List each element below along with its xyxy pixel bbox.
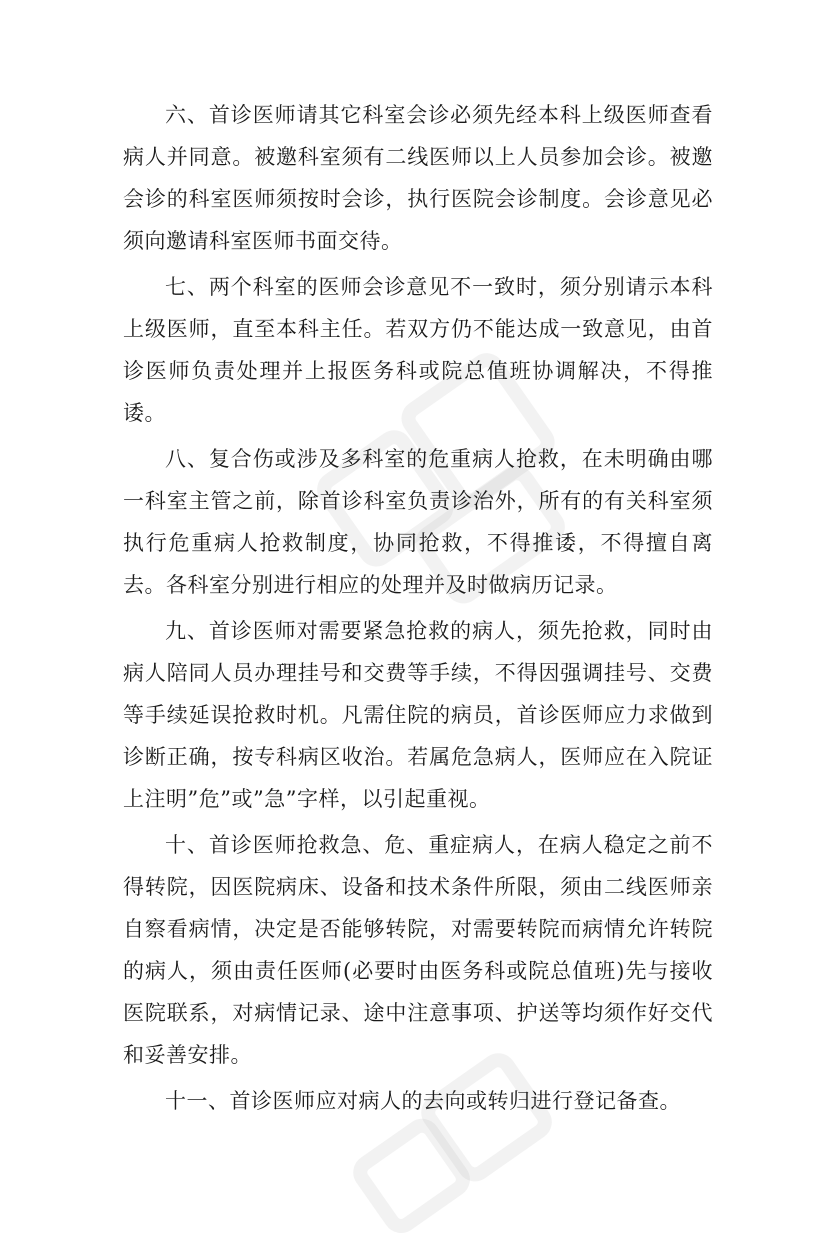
document-body	[123, 94, 713, 1126]
paragraph-ten: 十、首诊医师抢救急、危、重症病人，在病人稳定之前不得转院，因医院病床、设备和技术条件所限，须由二线医师亲自察看病情，决定是否能够转院，对需要转院而病情允许转院的病人，须由责任医师(必要时由医务科或院总值班)先与接收医院联系，对病情记录、途中注意事项、护送等均须作好交代和妥善安排。	[123, 833, 713, 1067]
paragraph-six: 六、首诊医师请其它科室会诊必须先经本科上级医师查看病人并同意。被邀科室须有二线医师以上人员参加会诊。被邀会诊的科室医师须按时会诊，执行医院会诊制度。会诊意见必须向邀请科室医师书面交待。	[123, 103, 713, 253]
paragraph-eleven: 十一、首诊医师应对病人的去向或转归进行登记备查。	[165, 1089, 681, 1113]
paragraph-nine: 九、首诊医师对需要紧急抢救的病人，须先抢救，同时由病人陪同人员办理挂号和交费等手续，不得因强调挂号、交费等手续延误抢救时机。凡需住院的病员，首诊医师应力求做到诊断正确，按专科病区收治。若属危急病人，医师应在入院证上注明”危”或”急”字样，以引起重视。	[123, 619, 713, 811]
paragraph-seven: 七、两个科室的医师会诊意见不一致时，须分别请示本科上级医师，直至本科主任。若双方仍不能达成一致意见，由首诊医师负责处理并上报医务科或院总值班协调解决，不得推诿。	[123, 275, 713, 425]
paragraph-eight: 八、复合伤或涉及多科室的危重病人抢救，在未明确由哪一科室主管之前，除首诊科室负责诊治外，所有的有关科室须执行危重病人抢救制度，协同抢救，不得推诿，不得擅自离去。各科室分别进行相应的处理并及时做病历记录。	[123, 447, 713, 597]
watermark-shape	[346, 1112, 477, 1240]
